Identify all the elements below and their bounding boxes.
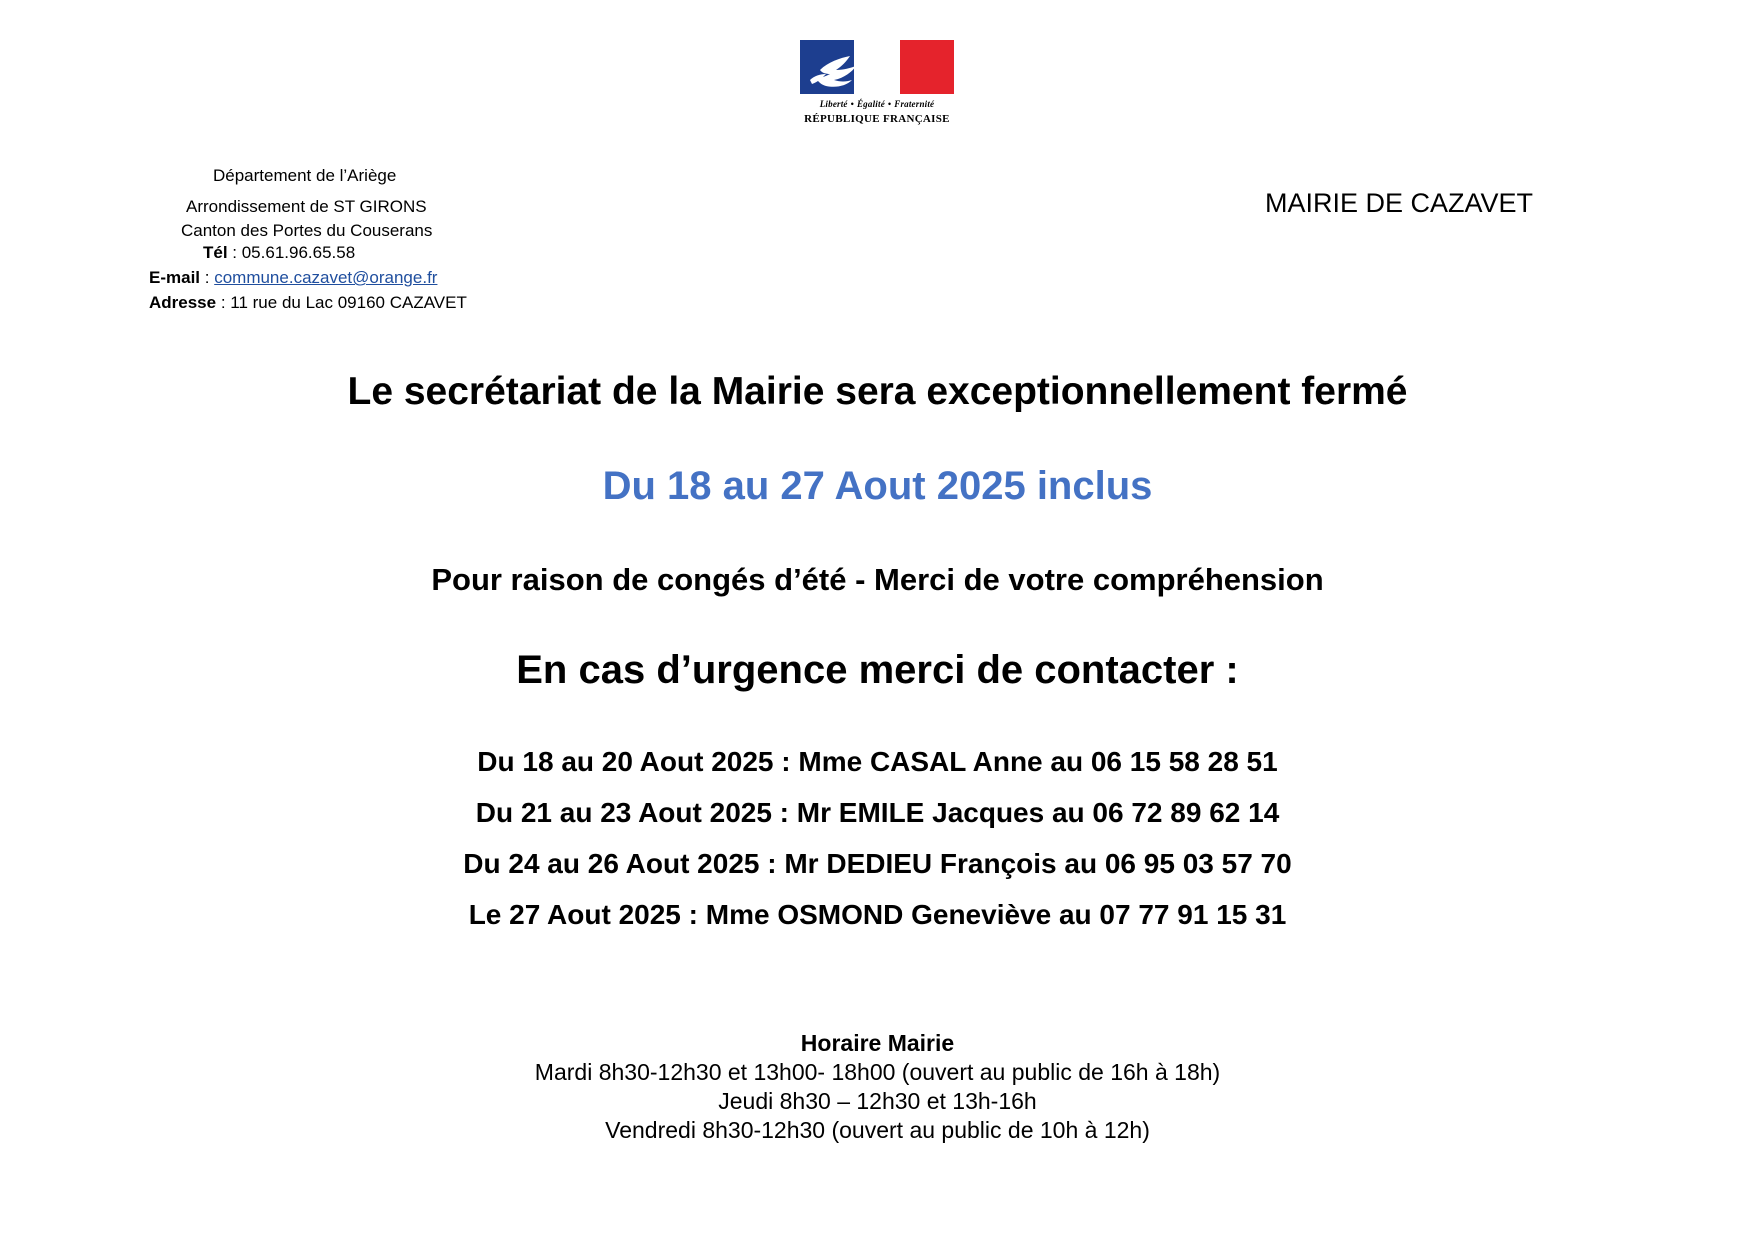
phone-value: : 05.61.96.65.58 [227,243,356,262]
phone-line [203,243,355,263]
hours-line: Vendredi 8h30-12h30 (ouvert au public de 10h à 12h) [605,1117,1150,1143]
address-line [149,293,467,313]
contact-line: Du 24 au 26 Aout 2025 : Mr DEDIEU François au 06 95 03 57 70 [463,848,1292,879]
mairie-title: MAIRIE DE CAZAVET [1265,188,1534,218]
republique-francaise-logo [800,40,954,125]
urgent-contact-heading: En cas d’urgence merci de contacter : [516,648,1239,692]
hours-line: Mardi 8h30-12h30 et 13h00- 18h00 (ouvert au public de 16h à 18h) [534,1059,1221,1085]
closure-headline: Le secrétariat de la Mairie sera exceptionnellement fermé [347,370,1408,413]
hours-title: Horaire Mairie [800,1030,955,1056]
hours-line: Jeudi 8h30 – 12h30 et 13h-16h [718,1088,1037,1114]
flag-red-band [900,40,954,94]
arrondissement-label: Arrondissement de ST GIRONS [186,197,427,216]
closure-dates: Du 18 au 27 Aout 2025 inclus [602,464,1153,508]
canton-label: Canton des Portes du Couserans [181,221,433,240]
republic-motto: Liberté • Égalité • Fraternité [819,99,935,109]
email-line [149,268,437,288]
contact-line: Le 27 Aout 2025 : Mme OSMOND Geneviève au 07 77 91 15 31 [468,899,1287,930]
address-value: : 11 rue du Lac 09160 CAZAVET [216,293,467,312]
contact-line: Du 18 au 20 Aout 2025 : Mme CASAL Anne au 06 15 58 28 51 [477,746,1278,777]
email-label: E-mail [149,268,201,287]
republic-name: RÉPUBLIQUE FRANÇAISE [804,113,950,125]
contact-line: Du 21 au 23 Aout 2025 : Mr EMILE Jacques au 06 72 89 62 14 [475,797,1280,828]
phone-label: Tél [203,243,228,262]
email-link[interactable]: commune.cazavet@orange.fr [214,268,438,287]
email-separator: : [200,268,215,287]
department-label: Département de l’Ariège [213,166,397,185]
closure-reason: Pour raison de congés d’été - Merci de votre compréhension [431,562,1324,597]
address-label: Adresse [149,293,217,312]
marianne-flag-icon [800,40,954,94]
